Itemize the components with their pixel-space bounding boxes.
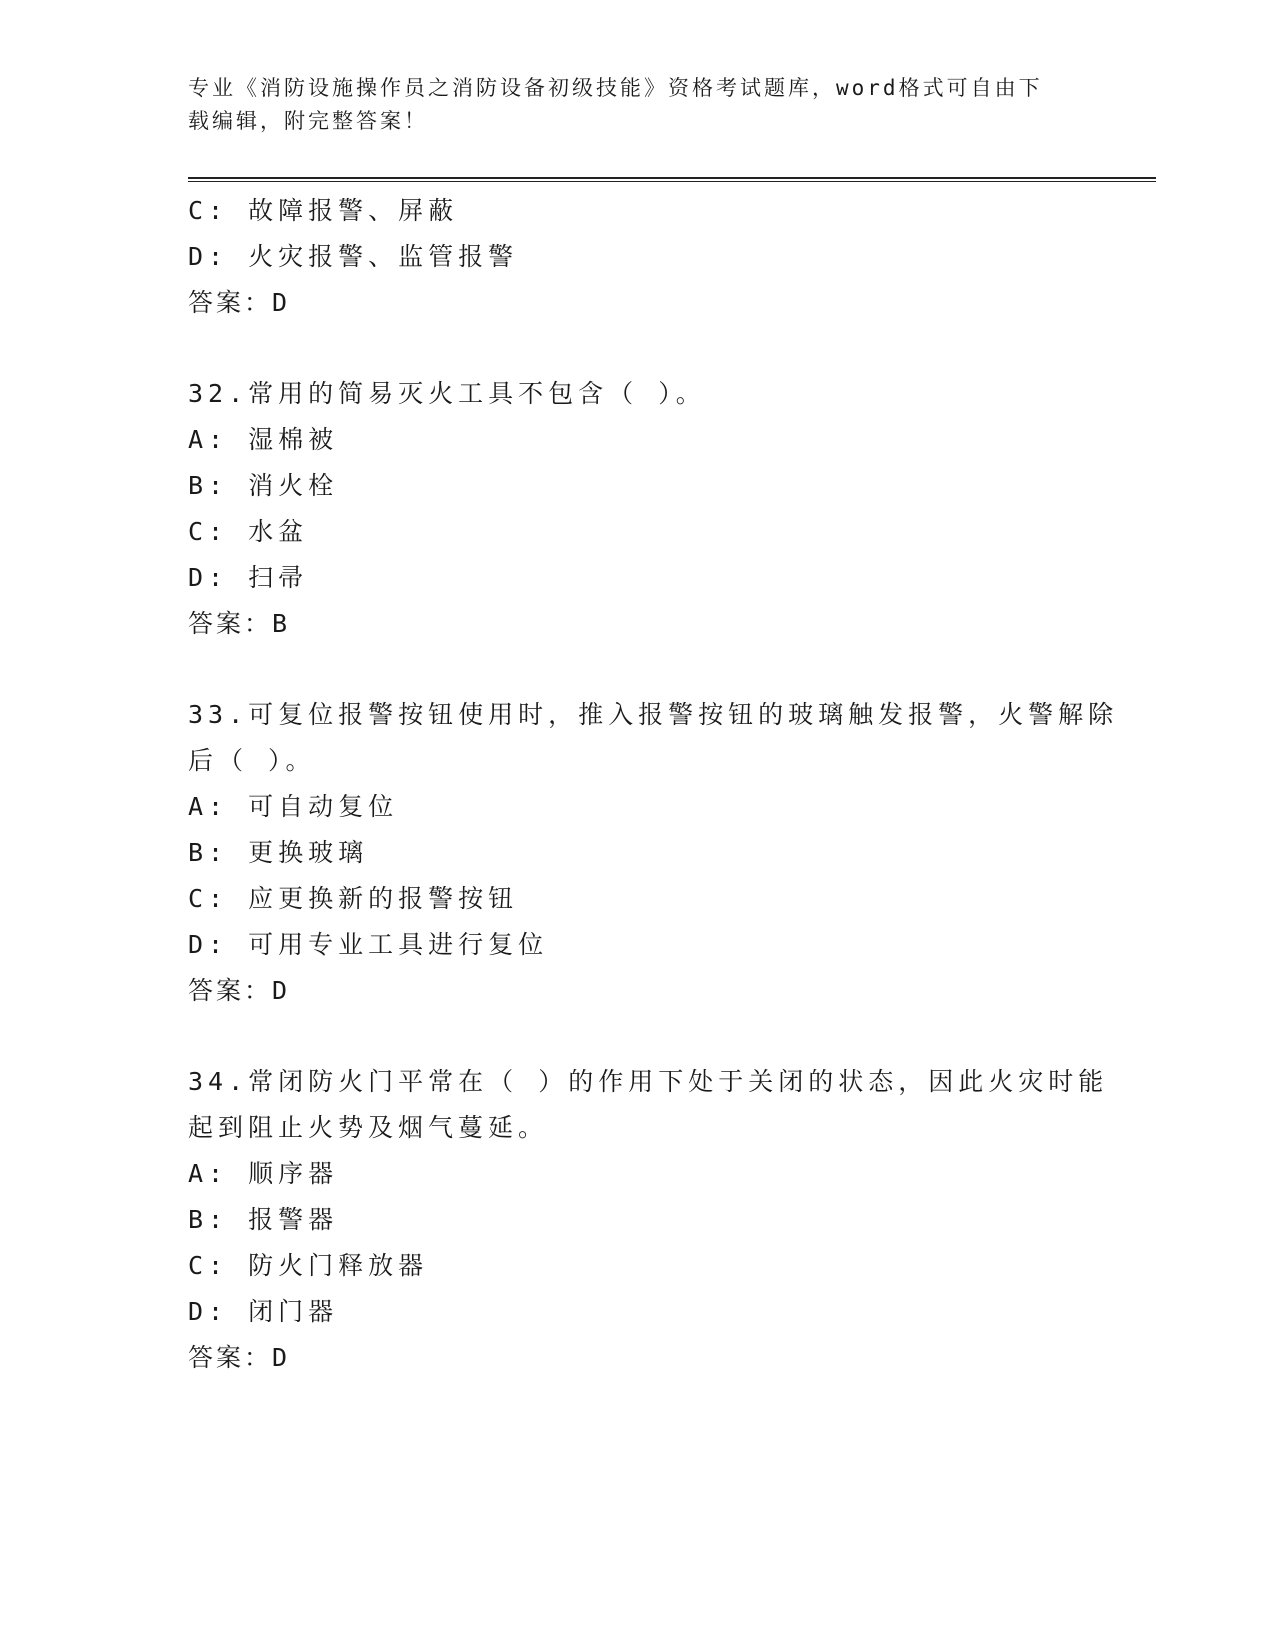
question-block-32 xyxy=(188,371,1088,647)
option-a: A: 湿棉被 xyxy=(188,425,339,454)
question-stem: 32.常用的简易灭火工具不包含（ ）。 xyxy=(188,379,706,408)
option-d: D: 火灾报警、监管报警 xyxy=(188,242,519,271)
question-stem-continued: 后（ ）。 xyxy=(188,746,316,775)
option-b: B: 更换玻璃 xyxy=(188,838,369,867)
option-b: B: 报警器 xyxy=(188,1205,339,1234)
question-list xyxy=(188,188,1119,1381)
option-a: A: 可自动复位 xyxy=(188,792,399,821)
question-stem-continued: 起到阻止火势及烟气蔓延。 xyxy=(188,1113,549,1142)
option-b: B: 消火栓 xyxy=(188,471,339,500)
option-d: D: 闭门器 xyxy=(188,1297,339,1326)
question-block-31 xyxy=(188,188,1088,326)
option-a: A: 顺序器 xyxy=(188,1159,339,1188)
document-header xyxy=(188,72,1068,138)
header-line-2: 载编辑，附完整答案！ xyxy=(188,109,428,133)
answer-line: 答案：B xyxy=(188,609,291,638)
option-c: C: 防火门释放器 xyxy=(188,1251,429,1280)
header-divider xyxy=(188,177,1156,182)
answer-line: 答案：D xyxy=(188,1343,291,1372)
option-c: C: 水盆 xyxy=(188,517,309,546)
question-stem: 33.可复位报警按钮使用时，推入报警按钮的玻璃触发报警，火警解除 xyxy=(188,700,1119,729)
option-c: C: 应更换新的报警按钮 xyxy=(188,884,519,913)
answer-line: 答案：D xyxy=(188,976,291,1005)
answer-line: 答案：D xyxy=(188,288,291,317)
header-line-1: 专业《消防设施操作员之消防设备初级技能》资格考试题库，word格式可自由下 xyxy=(188,76,1043,100)
question-block-33 xyxy=(188,692,1119,1014)
option-d: D: 可用专业工具进行复位 xyxy=(188,930,549,959)
question-stem: 34.常闭防火门平常在（ ）的作用下处于关闭的状态，因此火灾时能 xyxy=(188,1067,1109,1096)
question-block-34 xyxy=(188,1059,1109,1381)
option-d: D: 扫帚 xyxy=(188,563,309,592)
option-c: C: 故障报警、屏蔽 xyxy=(188,196,459,225)
